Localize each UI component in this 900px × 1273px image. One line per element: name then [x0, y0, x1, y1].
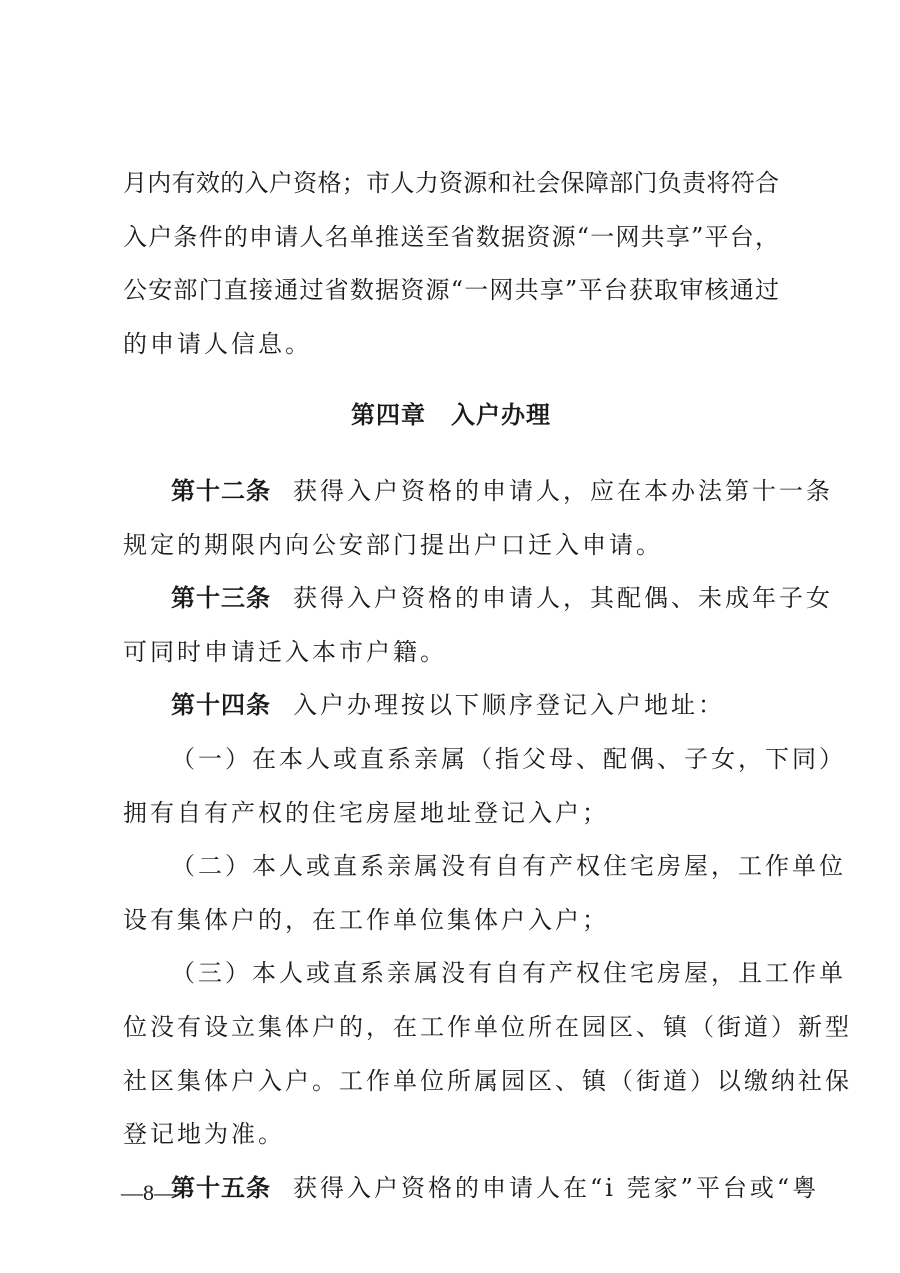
article-15-line-1 — [123, 1162, 820, 1216]
article-13-label: 第十三条 — [171, 584, 271, 613]
article-12-label: 第十二条 — [171, 476, 271, 505]
article-15-text: 获得入户资格的申请人在“i 莞家”平台或“粤 — [293, 1173, 820, 1202]
article-14-item-3-line-3: 社区集体户入户。工作单位所属园区、镇（街道）以缴纳社保 — [123, 1066, 852, 1095]
article-14-line-1 — [123, 679, 779, 733]
paragraph-line: 公安部门直接通过省数据资源“一网共享”平台获取审核通过 — [123, 276, 779, 305]
article-15-label: 第十五条 — [171, 1173, 271, 1202]
article-14-item-2-line-2: 设有集体户的，在工作单位集体户入户； — [123, 905, 609, 934]
article-13-text: 获得入户资格的申请人，其配偶、未成年子女 — [293, 584, 833, 613]
article-12-text: 获得入户资格的申请人，应在本办法第十一条 — [293, 476, 833, 505]
chapter-title: 第四章 入户办理 — [351, 401, 551, 430]
article-14-item-3-line-2: 位没有设立集体户的，在工作单位所在园区、镇（街道）新型 — [123, 1012, 852, 1041]
page-number: —8— — [121, 1180, 176, 1205]
article-12-line-2: 规定的期限内向公安部门提出户口迁入申请。 — [123, 530, 663, 559]
article-13-line-1 — [123, 572, 833, 626]
paragraph-line: 的申请人信息。 — [123, 329, 312, 358]
article-14-item-2-line-1: （二）本人或直系亲属没有自有产权住宅房屋，工作单位 — [171, 852, 846, 881]
paragraph-line: 月内有效的入户资格；市人力资源和社会保障部门负责将符合 — [123, 169, 779, 197]
article-14-item-1-line-1: （一）在本人或直系亲属（指父母、配偶、子女，下同） — [171, 744, 846, 773]
document-body — [123, 157, 852, 1215]
article-14-item-3-line-4: 登记地为准。 — [123, 1120, 285, 1149]
paragraph-line: 入户条件的申请人名单推送至省数据资源“一网共享”平台， — [123, 222, 779, 251]
article-13-line-2: 可同时申请迁入本市户籍。 — [123, 637, 447, 666]
article-12-line-1 — [123, 465, 833, 519]
article-14-item-1-line-2: 拥有自有产权的住宅房屋地址登记入户； — [123, 798, 609, 827]
article-14-text: 入户办理按以下顺序登记入户地址： — [293, 691, 725, 720]
article-14-item-3-line-1: （三）本人或直系亲属没有自有产权住宅房屋，且工作单 — [171, 959, 846, 988]
article-14-label: 第十四条 — [171, 691, 271, 720]
